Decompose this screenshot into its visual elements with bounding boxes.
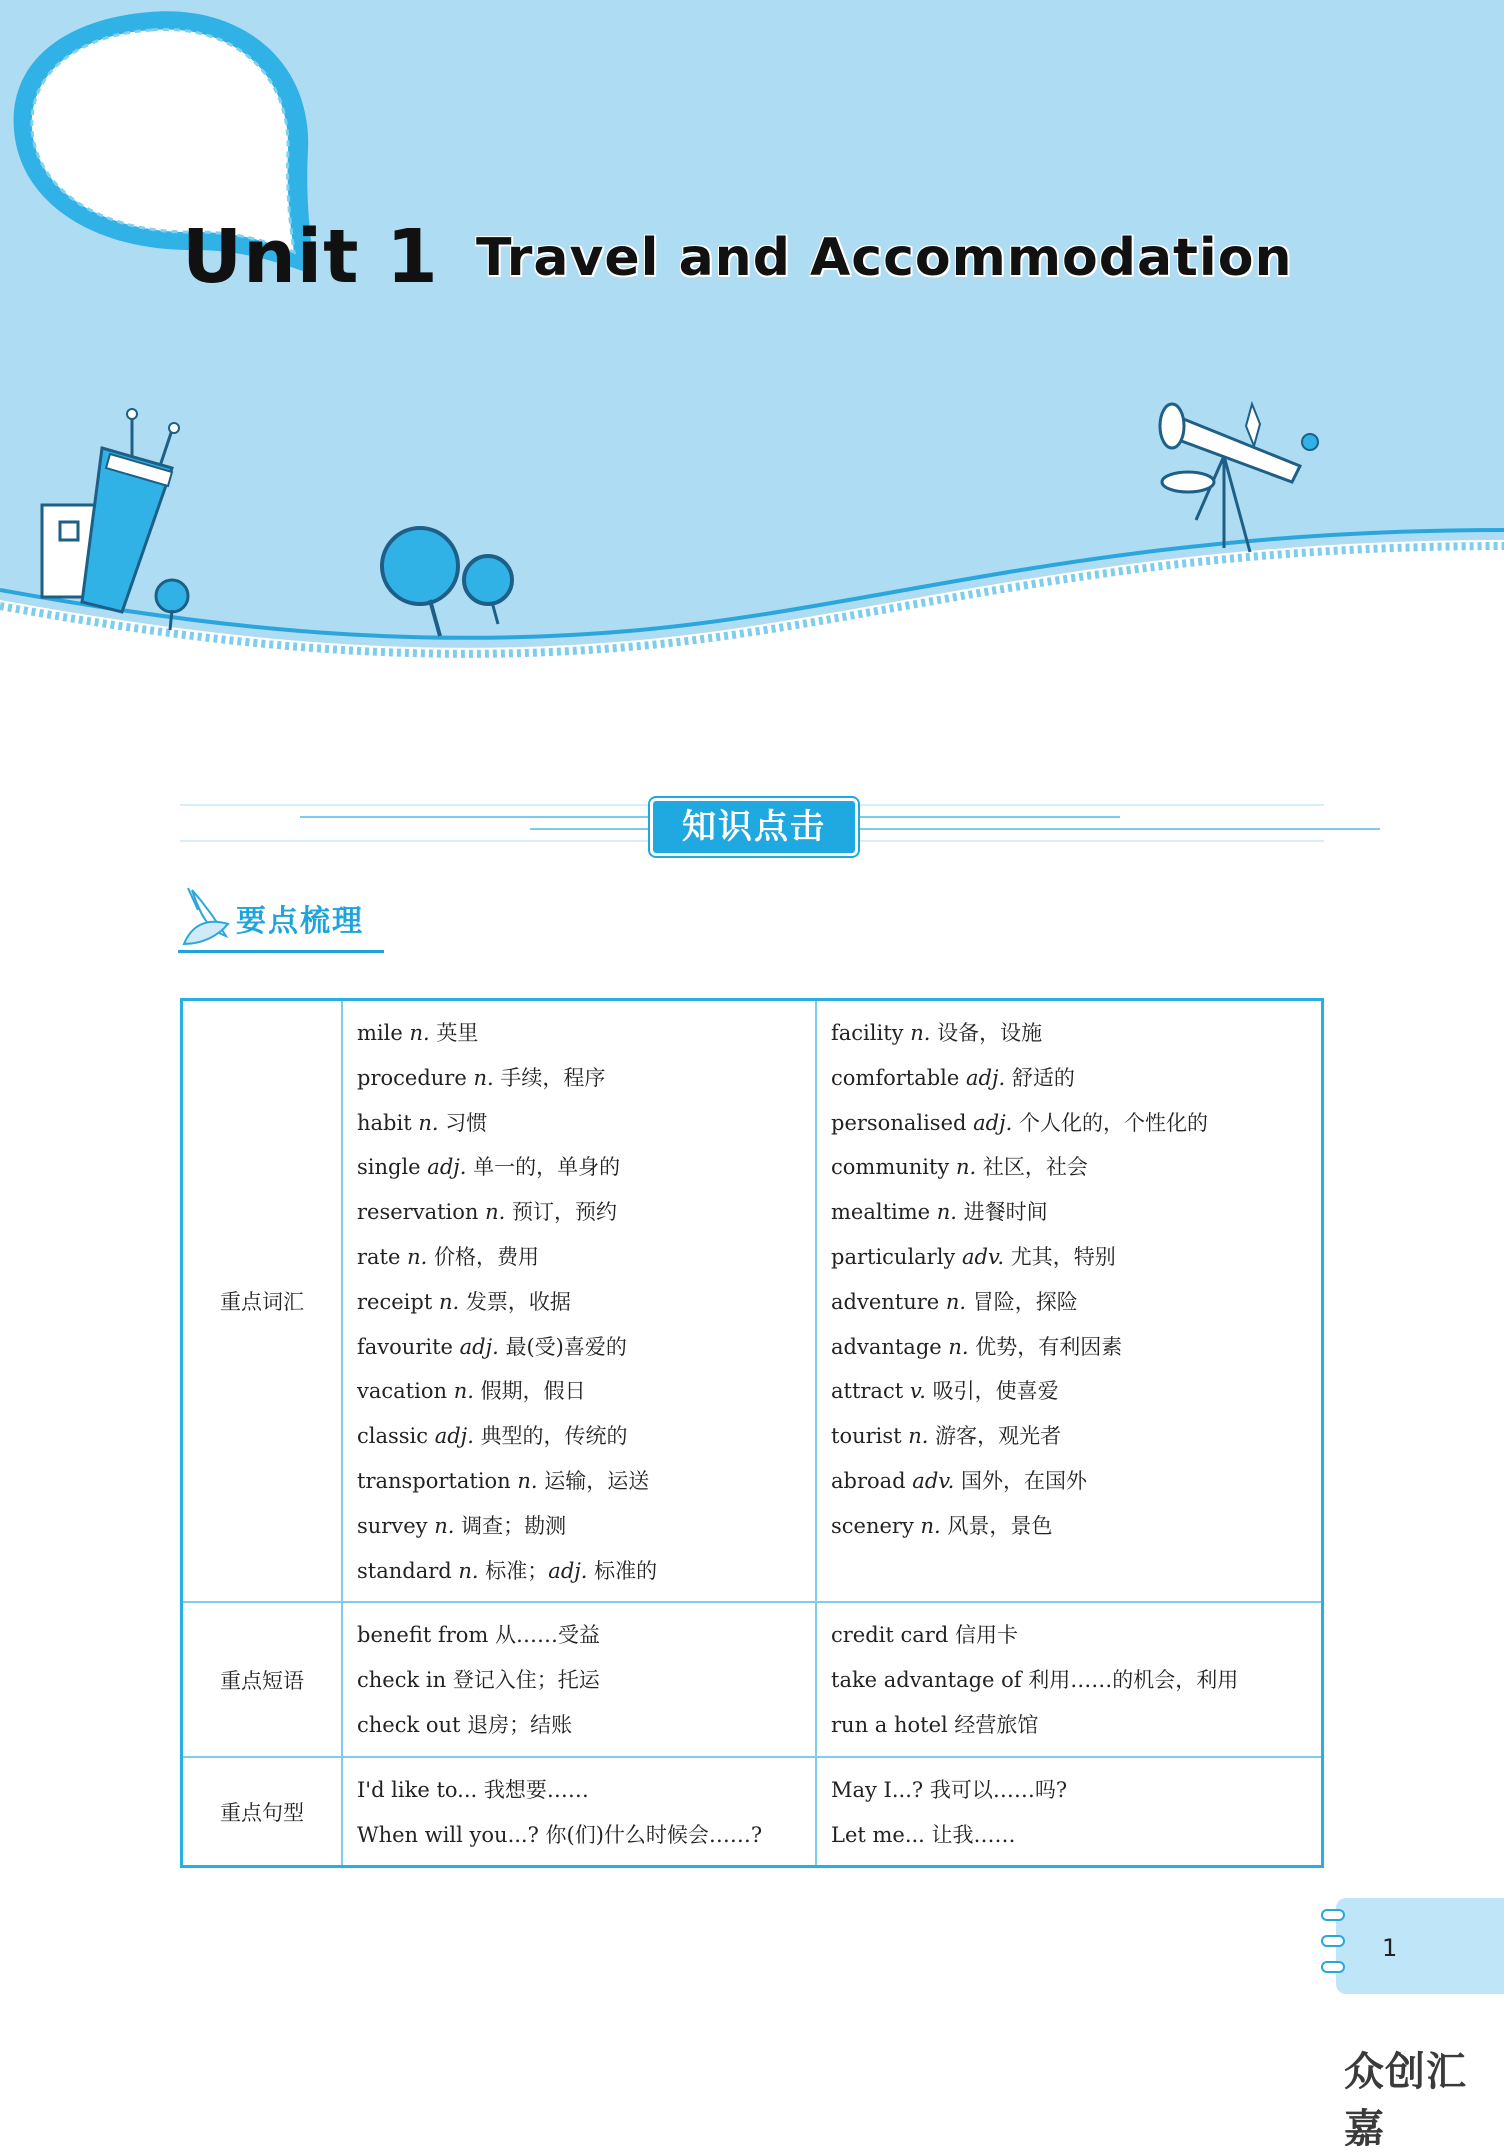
list-item: habit n. 习惯 [357,1110,488,1135]
unit-title: Travel and Accommodation [476,228,1293,288]
list-item: survey n. 调查；勘测 [357,1513,567,1538]
list-item: single adj. 单一的，单身的 [357,1155,621,1180]
list-item: standard n. 标准；adj. 标准的 [357,1558,658,1583]
list-item: Let me... 让我…… [831,1822,1016,1847]
list-item: reservation n. 预订，预约 [357,1200,617,1225]
list-item: adventure n. 冒险，探险 [831,1289,1078,1314]
list-item: tourist n. 游客，观光者 [831,1424,1062,1449]
table-row-vocabulary [182,1000,1323,1603]
list-item: personalised adj. 个人化的，个性化的 [831,1110,1208,1135]
list-item: take advantage of 利用……的机会，利用 [831,1668,1239,1693]
vocab-left-column [342,1000,816,1603]
list-item: procedure n. 手续，程序 [357,1065,606,1090]
unit-label: Unit 1 [182,214,439,300]
phrases-left-column [342,1602,816,1756]
list-item: favourite adj. 最(受)喜爱的 [357,1334,627,1359]
list-item: comfortable adj. 舒适的 [831,1065,1075,1090]
list-item: particularly adv. 尤其，特别 [831,1244,1116,1269]
list-item: rate n. 价格，费用 [357,1244,540,1269]
list-item: vacation n. 假期，假日 [357,1379,586,1404]
list-item: attract v. 吸引，使喜爱 [831,1379,1059,1404]
watermark: 众创汇嘉 [1344,2049,1467,2152]
page-number: 1 [1382,1934,1398,1962]
category-cell: 重点短语 [182,1602,343,1756]
subheading-underline [178,950,384,953]
list-item: abroad adv. 国外，在国外 [831,1468,1087,1493]
category-cell: 重点词汇 [182,1000,343,1603]
list-item: When will you...? 你(们)什么时候会……? [357,1822,763,1847]
patterns-left-column [342,1757,816,1867]
patterns-right-column [816,1757,1323,1867]
list-item: check out 退房；结账 [357,1712,573,1737]
list-item: I'd like to... 我想要…… [357,1777,589,1802]
subheading [178,884,384,956]
list-item: community n. 社区，社会 [831,1155,1088,1180]
list-item: mealtime n. 进餐时间 [831,1200,1048,1225]
list-item: mile n. 英里 [357,1021,479,1045]
list-item: benefit from 从……受益 [357,1623,600,1648]
list-item: receipt n. 发票，收据 [357,1289,571,1314]
list-item: facility n. 设备，设施 [831,1021,1043,1045]
section-tag: 知识点击 [650,798,858,856]
phrases-right-column [816,1602,1323,1756]
key-points-table [180,998,1324,1868]
table-row-phrases [182,1602,1323,1756]
list-item: run a hotel 经营旅馆 [831,1712,1039,1737]
table-row-sentence-patterns [182,1757,1323,1867]
list-item: credit card 信用卡 [831,1623,1018,1648]
page-number-tab [1336,1898,1504,1994]
list-item: check in 登记入住；托运 [357,1668,600,1693]
header-banner [0,0,1504,668]
binder-rings-icon [1318,1904,1348,1980]
list-item: transportation n. 运输，运送 [357,1468,650,1493]
list-item: advantage n. 优势，有利因素 [831,1334,1123,1359]
list-item: scenery n. 风景，景色 [831,1513,1053,1538]
list-item: May I...? 我可以……吗? [831,1777,1068,1802]
category-cell: 重点句型 [182,1757,343,1867]
vocab-right-column [816,1000,1323,1603]
list-item: classic adj. 典型的，传统的 [357,1424,628,1449]
subheading-text: 要点梳理 [236,904,364,939]
quill-pen-icon [178,884,238,954]
